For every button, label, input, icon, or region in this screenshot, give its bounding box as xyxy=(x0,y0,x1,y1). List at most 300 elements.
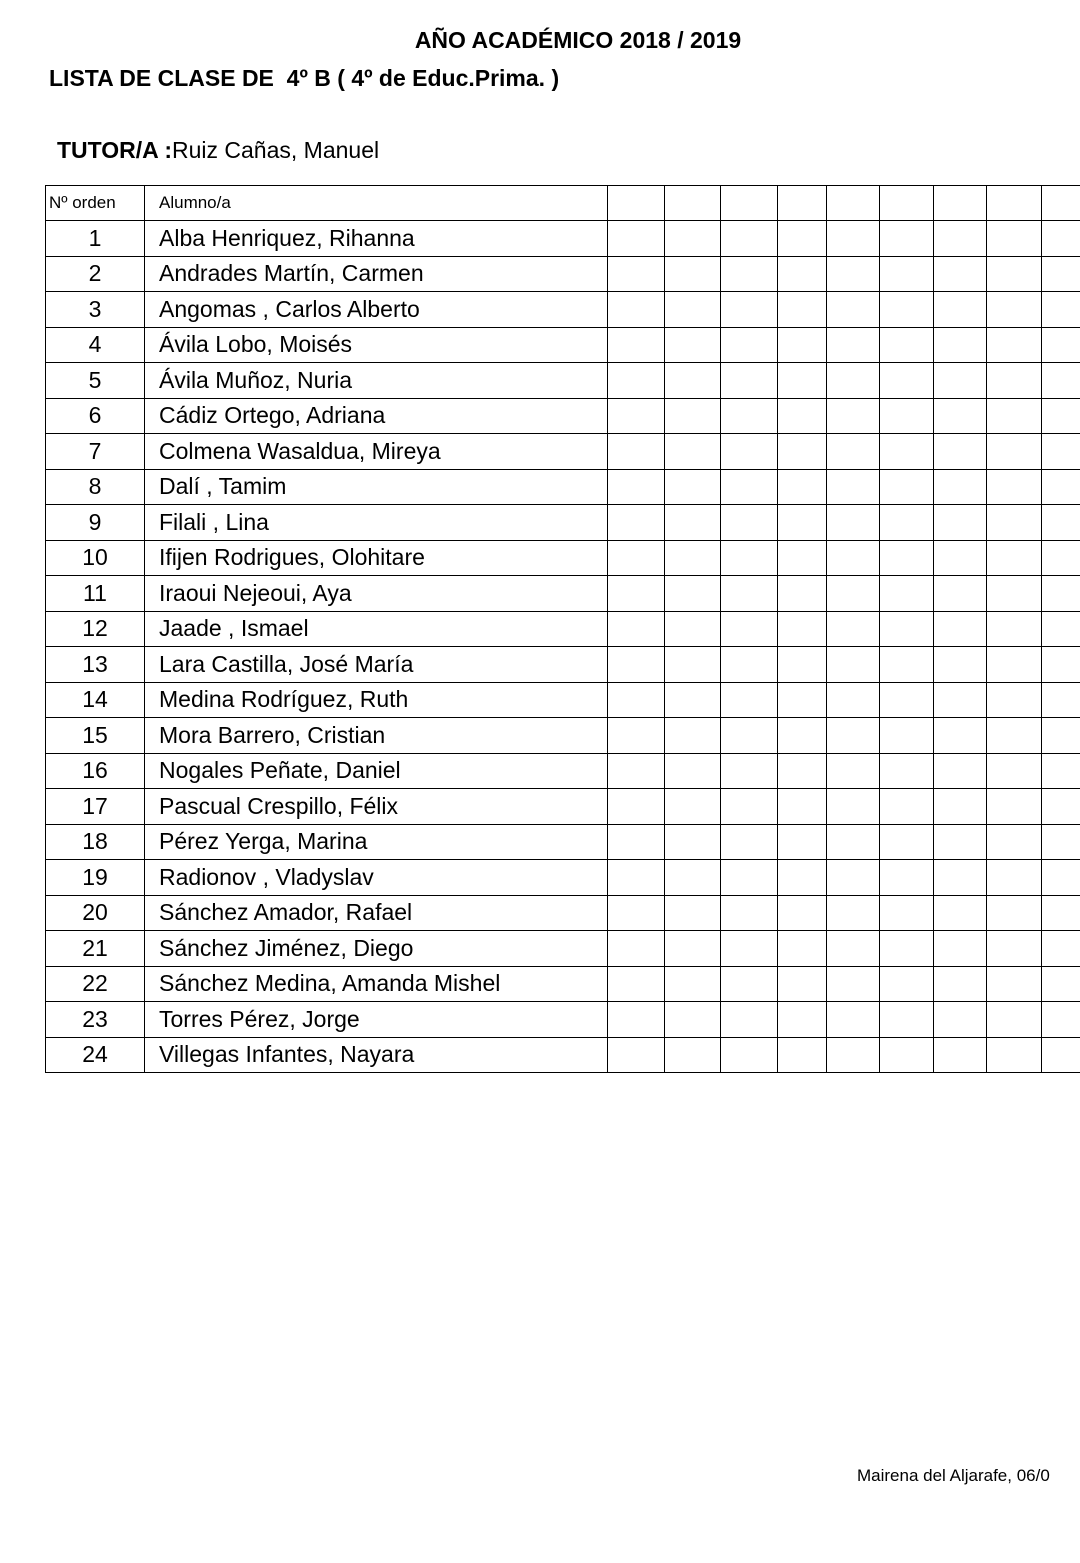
blank-cell xyxy=(827,753,880,789)
blank-column-header xyxy=(880,186,934,221)
document-title: AÑO ACADÉMICO 2018 / 2019 xyxy=(414,27,742,53)
blank-cell xyxy=(827,221,880,257)
blank-cell xyxy=(880,789,934,825)
blank-cell xyxy=(934,327,987,363)
blank-cell xyxy=(934,363,987,399)
blank-cell xyxy=(778,505,827,541)
blank-cell xyxy=(1042,576,1080,612)
blank-cell xyxy=(934,540,987,576)
blank-cell xyxy=(987,860,1042,896)
blank-cell xyxy=(1042,398,1080,434)
blank-cell xyxy=(665,824,721,860)
student-number: 14 xyxy=(46,682,145,718)
blank-cell xyxy=(778,718,827,754)
blank-cell xyxy=(987,824,1042,860)
student-name: Angomas , Carlos Alberto xyxy=(145,292,608,328)
blank-cell xyxy=(987,469,1042,505)
blank-cell xyxy=(1042,789,1080,825)
blank-cell xyxy=(880,434,934,470)
blank-cell xyxy=(987,789,1042,825)
table-row xyxy=(46,576,1080,612)
student-name: Ifijen Rodrigues, Olohitare xyxy=(145,540,608,576)
blank-cell xyxy=(934,611,987,647)
table-row xyxy=(46,1037,1080,1073)
blank-cell xyxy=(934,860,987,896)
blank-cell xyxy=(1042,966,1080,1002)
table-row xyxy=(46,753,1080,789)
blank-cell xyxy=(778,327,827,363)
blank-column-header xyxy=(934,186,987,221)
roster-table-wrapper xyxy=(45,185,1080,1073)
blank-cell xyxy=(1042,1037,1080,1073)
blank-cell xyxy=(721,221,778,257)
blank-cell xyxy=(934,647,987,683)
table-row xyxy=(46,398,1080,434)
blank-cell xyxy=(778,221,827,257)
blank-cell xyxy=(608,434,665,470)
blank-cell xyxy=(608,966,665,1002)
column-header-student: Alumno/a xyxy=(145,186,608,221)
blank-cell xyxy=(934,682,987,718)
student-name: Andrades Martín, Carmen xyxy=(145,256,608,292)
blank-cell xyxy=(827,895,880,931)
student-name: Dalí , Tamim xyxy=(145,469,608,505)
blank-cell xyxy=(987,221,1042,257)
blank-cell xyxy=(827,682,880,718)
blank-cell xyxy=(1042,434,1080,470)
blank-cell xyxy=(934,718,987,754)
blank-cell xyxy=(608,327,665,363)
blank-cell xyxy=(1042,540,1080,576)
blank-cell xyxy=(1042,824,1080,860)
blank-cell xyxy=(665,753,721,789)
blank-cell xyxy=(827,576,880,612)
student-name: Sánchez Amador, Rafael xyxy=(145,895,608,931)
blank-cell xyxy=(827,540,880,576)
student-name: Sánchez Medina, Amanda Mishel xyxy=(145,966,608,1002)
blank-cell xyxy=(880,540,934,576)
student-number: 15 xyxy=(46,718,145,754)
blank-cell xyxy=(721,895,778,931)
table-row xyxy=(46,824,1080,860)
blank-cell xyxy=(778,647,827,683)
student-name: Sánchez Jiménez, Diego xyxy=(145,931,608,967)
blank-cell xyxy=(827,1037,880,1073)
blank-cell xyxy=(827,931,880,967)
blank-cell xyxy=(721,824,778,860)
table-row xyxy=(46,789,1080,825)
blank-cell xyxy=(1042,256,1080,292)
tutor-label: TUTOR/A : xyxy=(57,137,172,163)
blank-cell xyxy=(778,469,827,505)
blank-cell xyxy=(827,327,880,363)
student-number: 10 xyxy=(46,540,145,576)
blank-cell xyxy=(721,789,778,825)
blank-cell xyxy=(827,434,880,470)
student-number: 4 xyxy=(46,327,145,363)
student-number: 6 xyxy=(46,398,145,434)
blank-cell xyxy=(934,895,987,931)
blank-cell xyxy=(880,398,934,434)
student-number: 12 xyxy=(46,611,145,647)
blank-cell xyxy=(880,292,934,328)
blank-cell xyxy=(827,256,880,292)
blank-cell xyxy=(987,327,1042,363)
blank-cell xyxy=(721,647,778,683)
blank-cell xyxy=(778,576,827,612)
blank-cell xyxy=(1042,895,1080,931)
blank-cell xyxy=(665,363,721,399)
student-number: 20 xyxy=(46,895,145,931)
blank-cell xyxy=(987,931,1042,967)
blank-cell xyxy=(608,1002,665,1038)
blank-cell xyxy=(665,398,721,434)
student-number: 19 xyxy=(46,860,145,896)
student-name: Radionov , Vladyslav xyxy=(145,860,608,896)
blank-cell xyxy=(827,469,880,505)
student-name: Pascual Crespillo, Félix xyxy=(145,789,608,825)
blank-cell xyxy=(880,824,934,860)
student-number: 13 xyxy=(46,647,145,683)
table-row xyxy=(46,292,1080,328)
student-number: 2 xyxy=(46,256,145,292)
blank-cell xyxy=(665,789,721,825)
student-name: Alba Henriquez, Rihanna xyxy=(145,221,608,257)
blank-cell xyxy=(880,931,934,967)
blank-cell xyxy=(1042,611,1080,647)
blank-cell xyxy=(934,931,987,967)
blank-cell xyxy=(778,398,827,434)
blank-cell xyxy=(1042,931,1080,967)
blank-cell xyxy=(880,576,934,612)
student-name: Iraoui Nejeoui, Aya xyxy=(145,576,608,612)
blank-cell xyxy=(1042,327,1080,363)
blank-cell xyxy=(934,292,987,328)
blank-cell xyxy=(880,363,934,399)
tutor-name: Ruiz Cañas, Manuel xyxy=(172,137,380,163)
blank-cell xyxy=(880,647,934,683)
class-line: LISTA DE CLASE DE 4º B ( 4º de Educ.Prima. ) xyxy=(49,65,560,91)
blank-cell xyxy=(934,505,987,541)
blank-cell xyxy=(721,434,778,470)
blank-cell xyxy=(1042,221,1080,257)
blank-cell xyxy=(721,966,778,1002)
blank-cell xyxy=(934,576,987,612)
blank-cell xyxy=(987,576,1042,612)
student-number: 7 xyxy=(46,434,145,470)
blank-cell xyxy=(608,469,665,505)
student-name: Colmena Wasaldua, Mireya xyxy=(145,434,608,470)
blank-cell xyxy=(608,398,665,434)
blank-cell xyxy=(721,576,778,612)
student-name: Lara Castilla, José María xyxy=(145,647,608,683)
blank-cell xyxy=(880,753,934,789)
blank-cell xyxy=(608,753,665,789)
blank-cell xyxy=(665,505,721,541)
blank-cell xyxy=(608,256,665,292)
blank-cell xyxy=(880,860,934,896)
blank-cell xyxy=(778,789,827,825)
blank-cell xyxy=(880,611,934,647)
blank-cell xyxy=(934,221,987,257)
blank-cell xyxy=(987,718,1042,754)
blank-cell xyxy=(1042,363,1080,399)
blank-cell xyxy=(608,505,665,541)
student-name: Mora Barrero, Cristian xyxy=(145,718,608,754)
blank-cell xyxy=(665,647,721,683)
student-number: 23 xyxy=(46,1002,145,1038)
blank-cell xyxy=(880,718,934,754)
blank-cell xyxy=(721,1002,778,1038)
blank-cell xyxy=(721,753,778,789)
blank-cell xyxy=(934,789,987,825)
blank-cell xyxy=(665,434,721,470)
blank-cell xyxy=(1042,860,1080,896)
blank-cell xyxy=(934,469,987,505)
student-number: 21 xyxy=(46,931,145,967)
blank-cell xyxy=(778,434,827,470)
roster-body xyxy=(46,221,1080,1073)
blank-cell xyxy=(987,540,1042,576)
student-name: Filali , Lina xyxy=(145,505,608,541)
blank-cell xyxy=(665,895,721,931)
blank-cell xyxy=(934,1002,987,1038)
blank-cell xyxy=(827,363,880,399)
student-number: 8 xyxy=(46,469,145,505)
student-name: Medina Rodríguez, Ruth xyxy=(145,682,608,718)
table-row xyxy=(46,221,1080,257)
blank-cell xyxy=(608,647,665,683)
blank-cell xyxy=(721,469,778,505)
blank-cell xyxy=(778,682,827,718)
blank-cell xyxy=(987,505,1042,541)
blank-cell xyxy=(987,682,1042,718)
blank-cell xyxy=(827,398,880,434)
blank-cell xyxy=(665,292,721,328)
blank-cell xyxy=(778,611,827,647)
blank-cell xyxy=(934,1037,987,1073)
blank-cell xyxy=(665,682,721,718)
blank-cell xyxy=(665,221,721,257)
student-number: 5 xyxy=(46,363,145,399)
blank-cell xyxy=(778,895,827,931)
blank-cell xyxy=(880,682,934,718)
student-number: 1 xyxy=(46,221,145,257)
blank-cell xyxy=(1042,505,1080,541)
blank-cell xyxy=(665,540,721,576)
blank-cell xyxy=(778,860,827,896)
table-row xyxy=(46,469,1080,505)
blank-cell xyxy=(778,1037,827,1073)
blank-column-header xyxy=(987,186,1042,221)
blank-column-header xyxy=(665,186,721,221)
blank-column-header xyxy=(1042,186,1080,221)
blank-cell xyxy=(934,398,987,434)
blank-cell xyxy=(608,931,665,967)
blank-cell xyxy=(608,221,665,257)
student-name: Villegas Infantes, Nayara xyxy=(145,1037,608,1073)
blank-cell xyxy=(608,718,665,754)
table-header-row xyxy=(46,186,1080,221)
column-header-number: Nº orden xyxy=(46,186,145,221)
blank-cell xyxy=(721,1037,778,1073)
student-number: 9 xyxy=(46,505,145,541)
student-name: Torres Pérez, Jorge xyxy=(145,1002,608,1038)
blank-cell xyxy=(827,1002,880,1038)
blank-cell xyxy=(778,824,827,860)
student-name: Ávila Lobo, Moisés xyxy=(145,327,608,363)
blank-cell xyxy=(987,434,1042,470)
blank-cell xyxy=(827,292,880,328)
blank-cell xyxy=(778,363,827,399)
blank-cell xyxy=(778,966,827,1002)
blank-cell xyxy=(827,966,880,1002)
blank-cell xyxy=(608,1037,665,1073)
blank-cell xyxy=(827,718,880,754)
student-number: 18 xyxy=(46,824,145,860)
student-name: Nogales Peñate, Daniel xyxy=(145,753,608,789)
table-row xyxy=(46,647,1080,683)
blank-cell xyxy=(1042,647,1080,683)
blank-cell xyxy=(987,966,1042,1002)
blank-cell xyxy=(778,540,827,576)
blank-cell xyxy=(987,363,1042,399)
blank-column-header xyxy=(721,186,778,221)
blank-cell xyxy=(1042,753,1080,789)
blank-cell xyxy=(987,611,1042,647)
tutor-line xyxy=(57,136,379,164)
blank-cell xyxy=(778,292,827,328)
table-row xyxy=(46,966,1080,1002)
blank-cell xyxy=(721,540,778,576)
table-row xyxy=(46,540,1080,576)
blank-cell xyxy=(665,576,721,612)
blank-cell xyxy=(880,469,934,505)
blank-cell xyxy=(665,1037,721,1073)
blank-cell xyxy=(665,931,721,967)
blank-cell xyxy=(721,363,778,399)
table-row xyxy=(46,682,1080,718)
student-number: 11 xyxy=(46,576,145,612)
blank-cell xyxy=(721,256,778,292)
blank-cell xyxy=(608,895,665,931)
blank-cell xyxy=(987,256,1042,292)
blank-column-header xyxy=(827,186,880,221)
table-row xyxy=(46,327,1080,363)
blank-cell xyxy=(934,753,987,789)
table-row xyxy=(46,505,1080,541)
table-row xyxy=(46,363,1080,399)
blank-cell xyxy=(665,256,721,292)
blank-cell xyxy=(827,860,880,896)
roster-table xyxy=(45,185,1080,1073)
blank-cell xyxy=(665,611,721,647)
blank-cell xyxy=(827,824,880,860)
blank-cell xyxy=(827,647,880,683)
blank-cell xyxy=(721,611,778,647)
blank-cell xyxy=(934,256,987,292)
blank-cell xyxy=(608,576,665,612)
table-row xyxy=(46,434,1080,470)
blank-cell xyxy=(1042,718,1080,754)
blank-cell xyxy=(608,363,665,399)
blank-cell xyxy=(608,540,665,576)
blank-cell xyxy=(1042,682,1080,718)
blank-cell xyxy=(721,931,778,967)
table-row xyxy=(46,860,1080,896)
blank-cell xyxy=(827,611,880,647)
blank-cell xyxy=(608,611,665,647)
student-name: Ávila Muñoz, Nuria xyxy=(145,363,608,399)
blank-cell xyxy=(987,292,1042,328)
blank-cell xyxy=(880,1037,934,1073)
blank-cell xyxy=(880,256,934,292)
student-number: 3 xyxy=(46,292,145,328)
blank-cell xyxy=(608,860,665,896)
blank-cell xyxy=(608,824,665,860)
blank-cell xyxy=(665,469,721,505)
blank-cell xyxy=(608,292,665,328)
blank-cell xyxy=(987,1037,1042,1073)
table-row xyxy=(46,931,1080,967)
blank-cell xyxy=(880,505,934,541)
blank-cell xyxy=(721,327,778,363)
blank-cell xyxy=(934,966,987,1002)
blank-cell xyxy=(1042,292,1080,328)
blank-cell xyxy=(665,1002,721,1038)
blank-cell xyxy=(778,256,827,292)
student-name: Pérez Yerga, Marina xyxy=(145,824,608,860)
blank-cell xyxy=(721,860,778,896)
blank-cell xyxy=(987,647,1042,683)
student-number: 17 xyxy=(46,789,145,825)
student-number: 22 xyxy=(46,966,145,1002)
blank-cell xyxy=(880,221,934,257)
blank-cell xyxy=(987,895,1042,931)
blank-cell xyxy=(608,789,665,825)
blank-cell xyxy=(721,398,778,434)
blank-cell xyxy=(778,753,827,789)
blank-cell xyxy=(987,753,1042,789)
blank-cell xyxy=(880,966,934,1002)
blank-column-header xyxy=(608,186,665,221)
blank-cell xyxy=(880,327,934,363)
blank-cell xyxy=(721,682,778,718)
blank-cell xyxy=(665,860,721,896)
blank-cell xyxy=(934,824,987,860)
table-row xyxy=(46,718,1080,754)
blank-cell xyxy=(827,789,880,825)
blank-cell xyxy=(608,682,665,718)
blank-column-header xyxy=(778,186,827,221)
student-name: Cádiz Ortego, Adriana xyxy=(145,398,608,434)
blank-cell xyxy=(721,292,778,328)
table-row xyxy=(46,256,1080,292)
blank-cell xyxy=(778,1002,827,1038)
blank-cell xyxy=(665,718,721,754)
blank-cell xyxy=(880,1002,934,1038)
blank-cell xyxy=(778,931,827,967)
footer-place-date: Mairena del Aljarafe, 06/0 xyxy=(857,1466,1050,1485)
blank-cell xyxy=(987,398,1042,434)
blank-cell xyxy=(880,895,934,931)
blank-cell xyxy=(987,1002,1042,1038)
blank-cell xyxy=(721,505,778,541)
student-number: 24 xyxy=(46,1037,145,1073)
blank-cell xyxy=(721,718,778,754)
table-row xyxy=(46,895,1080,931)
table-row xyxy=(46,611,1080,647)
